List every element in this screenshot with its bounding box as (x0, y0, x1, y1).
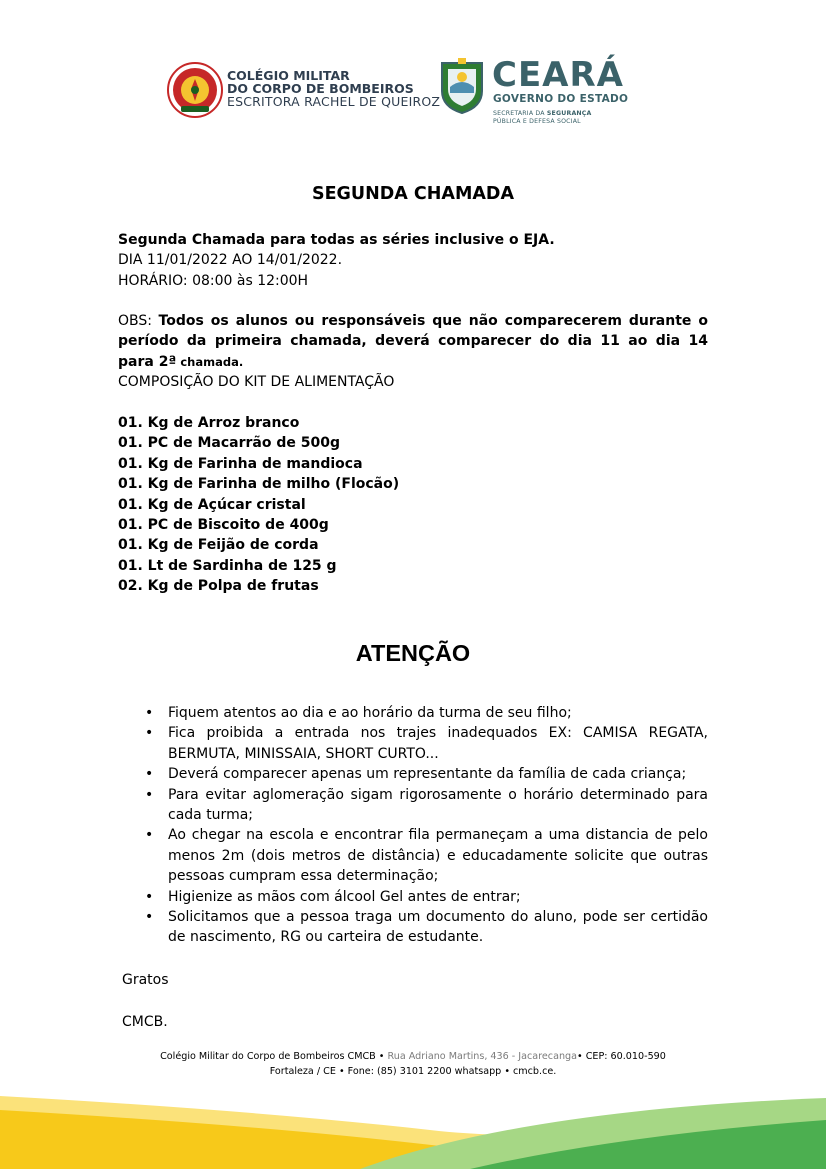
bullet-icon: • (145, 705, 154, 721)
kit-list (118, 413, 399, 597)
obs-paragraph (118, 311, 708, 372)
department-line1: SECRETARIA DA SEGURANÇA (493, 110, 592, 117)
list-item: 01. Kg de Açúcar cristal (118, 496, 306, 513)
list-item: • Solicitamos que a pessoa traga um documento do aluno, pode ser certidão de nascimento, RG ou carteira de estudante. (145, 909, 708, 946)
obs-suffix: chamada. (176, 354, 244, 369)
intro-block (118, 230, 718, 291)
list-item: 02. Kg de Polpa de frutas (118, 578, 319, 595)
ceara-coat-of-arms-icon (438, 57, 486, 115)
closing-signature: CMCB. (122, 1014, 168, 1030)
government-subtitle: GOVERNO DO ESTADO (493, 93, 629, 105)
school-logo (167, 58, 441, 124)
rules-list (145, 703, 708, 948)
list-item: • Para evitar aglomeração sigam rigorosamente o horário determinado para cada turma; (145, 786, 708, 824)
list-item: • Ao chegar na escola e encontrar fila permaneçam a uma distancia de pelo menos 2m (dois metros de distância) e educadamente solicite que outras pessoas cumpram essa determinação; (145, 827, 708, 885)
footer (0, 1049, 826, 1079)
school-name-line1: COLÉGIO MILITAR (227, 68, 350, 83)
closing-thanks: Gratos (122, 972, 169, 988)
school-name-line3: ESCRITORA RACHEL DE QUEIROZ (227, 94, 441, 109)
list-item: 01. Kg de Feijão de corda (118, 537, 319, 554)
page-title: SEGUNDA CHAMADA (311, 184, 514, 204)
list-item: 01. Kg de Farinha de mandioca (118, 455, 363, 472)
list-item: 01. Kg de Farinha de milho (Flocão) (118, 476, 400, 493)
fire-department-seal-icon (167, 62, 223, 118)
ceara-wordmark: CEARÁ (492, 55, 624, 95)
list-item: 01. Kg de Arroz branco (118, 415, 300, 431)
list-item: 01. Lt de Sardinha de 125 g (118, 557, 337, 574)
obs-label: OBS: (118, 313, 159, 329)
attention-heading: ATENÇÃO (355, 640, 471, 666)
list-item: • Deverá comparecer apenas um representante da família de cada criança; (145, 764, 708, 784)
bullet-icon: • (145, 888, 154, 905)
bullet-icon: • (145, 827, 154, 844)
intro-dates: DIA 11/01/2022 AO 14/01/2022. (118, 252, 343, 269)
department-line2: PÚBLICA E DEFESA SOCIAL (493, 118, 581, 125)
intro-headline: Segunda Chamada para todas as séries inclusive o EJA. (118, 232, 555, 248)
list-item: • Higienize as mãos com álcool Gel antes de entrar; (145, 887, 708, 907)
bullet-icon: • (145, 766, 154, 783)
obs-text: Todos os alunos ou responsáveis que não comparecerem durante o período da primeira chamada, deverá comparecer do dia 11 ao dia 14 para 2ª (118, 313, 708, 370)
ceara-government-logo (438, 55, 638, 127)
footer-line2: Fortaleza / CE • Fone: (85) 3101 2200 whatsapp • cmcb.ce. (269, 1066, 557, 1077)
list-item: 01. PC de Biscoito de 400g (118, 517, 329, 534)
school-name-line2: DO CORPO DE BOMBEIROS (227, 81, 414, 96)
list-item: • Fiquem atentos ao dia e ao horário da turma de seu filho; (145, 703, 708, 723)
footer-line1: Colégio Militar do Corpo de Bombeiros CMCB • Rua Adriano Martins, 436 - Jacarecanga• CEP: 60.010-590 (160, 1051, 666, 1062)
list-item: • Fica proibida a entrada nos trajes inadequados EX: CAMISA REGATA, BERMUTA, MINISSAIA, SHORT CURTO... (145, 725, 708, 762)
kit-heading: COMPOSIÇÃO DO KIT DE ALIMENTAÇÃO (118, 374, 395, 390)
intro-hours: HORÁRIO: 08:00 às 12:00H (118, 272, 309, 289)
bullet-icon: • (145, 909, 154, 926)
list-item: 01. PC de Macarrão de 500g (118, 435, 340, 452)
decorative-waves (0, 1090, 826, 1169)
bullet-icon: • (145, 725, 154, 742)
bullet-icon: • (145, 786, 154, 803)
